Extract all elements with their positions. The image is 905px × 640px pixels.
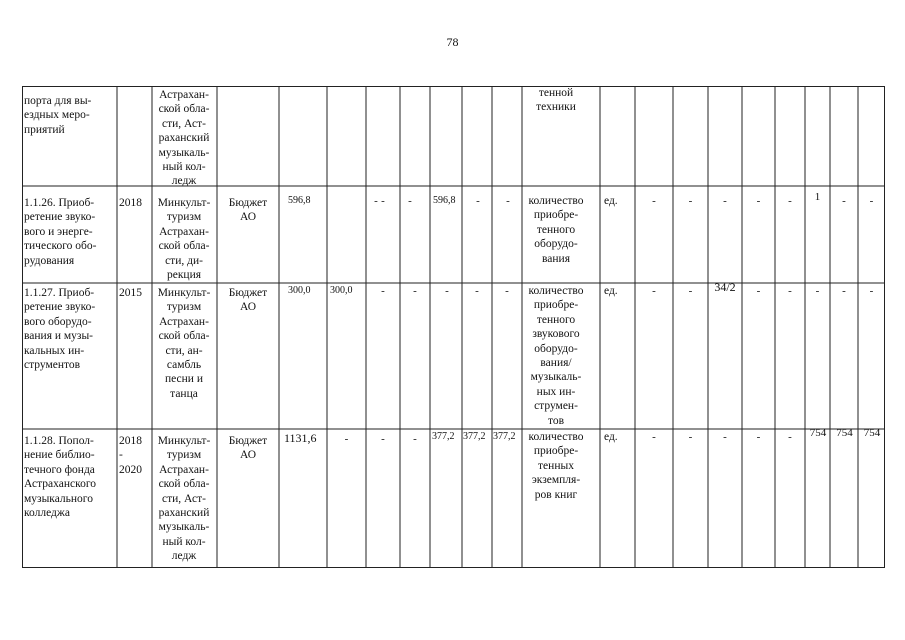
row-1-t2: - [688, 195, 693, 207]
row-3-executor: Минкульт- туризм Астрахан- ской обла- сти, Аст- раханский музыкаль- ный кол- ледж [157, 435, 211, 563]
row-3-year: 2018 - 2020 [119, 435, 142, 476]
row-3-t3: - [723, 431, 727, 443]
row-2-y2015: 300,0 [330, 285, 353, 296]
row-1-executor: Минкульт- туризм Астрахан- ской обла- сти, ди- рекция [157, 197, 211, 282]
row-3-source: Бюджет АО [228, 435, 268, 462]
row-1-y2016: - [381, 195, 385, 207]
row-2-t2: - [688, 285, 693, 297]
row-2-t4: - [756, 285, 761, 297]
row-2-y2020: - [505, 285, 509, 297]
row-3-t6: 754 [809, 427, 827, 439]
page-number: 78 [446, 35, 459, 49]
program-table [22, 86, 885, 568]
row-1-t5: - [788, 195, 792, 207]
row-3-name: 1.1.28. Попол- нение библио- течного фонда Астраханского музыкального колледжа [24, 435, 97, 520]
row-2-y2019: - [475, 285, 479, 297]
row-2-source: Бюджет АО [228, 287, 268, 314]
row-1-t8: - [869, 195, 874, 207]
row-2-y2018: - [445, 285, 449, 297]
row-1-unit: ед. [604, 195, 618, 207]
table-grid [22, 86, 885, 568]
row-1-y2020: - [506, 195, 510, 207]
row-3-unit: ед. [604, 431, 618, 443]
row-3-y2015: - [344, 433, 349, 445]
row-1-y2017: - [408, 195, 412, 207]
row-1-t3: - [723, 195, 727, 207]
row-2-executor: Минкульт- туризм Астрахан- ской обла- сти, ан- самбль песни и танца [157, 287, 211, 400]
row-2-t1: - [652, 285, 656, 297]
row-0-executor: Астрахан- ской обла- сти, Аст- раханский музыкаль- ный кол- ледж [158, 89, 210, 188]
row-0-indicator: тенной техники [536, 87, 576, 114]
row-1-t6: 1 [814, 191, 821, 203]
row-2-year: 2015 [119, 287, 142, 299]
row-2-name: 1.1.27. Приоб- ретение звуко- вого оборудо- вания и музы- кальных ин- струментов [24, 287, 96, 372]
row-3-y2018: 377,2 [432, 431, 455, 442]
row-2-t6: - [815, 285, 820, 297]
row-2-unit: ед. [604, 285, 618, 297]
row-2-t7: - [842, 285, 846, 297]
row-3-y2017: - [413, 433, 417, 445]
row-3-indicator: количество приобре- тенных экземпля- ров книг [528, 431, 584, 501]
row-3-total: 1131,6 [284, 431, 317, 445]
row-1-y2018: 596,8 [433, 195, 456, 206]
row-1-t4: - [756, 195, 761, 207]
row-2-indicator: количество приобре- тенного звукового оборудо- вания/ музыкаль- ных ин- струмен- тов [528, 285, 584, 427]
row-3-t2: - [688, 431, 693, 443]
row-3-t8: 754 [863, 427, 881, 439]
row-3-t1: - [652, 431, 656, 443]
row-3-y2019: 377,2 [463, 431, 486, 442]
row-1-indicator: количество приобре- тенного оборудо- вания [528, 195, 584, 265]
row-3-y2020: 377,2 [493, 431, 516, 442]
row-2-total: 300,0 [288, 285, 311, 296]
row-1-name: 1.1.26. Приоб- ретение звуко- вого и энерге- тического обо- рудования [24, 197, 97, 267]
row-1-total: 596,8 [288, 195, 311, 206]
row-1-t1: - [652, 195, 656, 207]
row-3-y2016: - [381, 433, 385, 445]
row-0-name: порта для вы- ездных меро- приятий [24, 95, 92, 136]
row-1-y2015: - [374, 195, 378, 207]
row-2-t3: 34/2 [714, 280, 736, 294]
row-3-t5: - [788, 431, 792, 443]
row-2-y2017: - [413, 285, 417, 297]
row-3-t7: 754 [836, 427, 853, 439]
row-1-source: Бюджет АО [228, 197, 268, 224]
row-2-t5: - [788, 285, 792, 297]
row-2-t8: - [869, 285, 874, 297]
row-1-t7: - [842, 195, 846, 207]
row-1-y2019: - [476, 195, 480, 207]
row-2-y2016: - [381, 285, 385, 297]
row-3-t4: - [756, 431, 761, 443]
row-1-year: 2018 [119, 197, 142, 209]
